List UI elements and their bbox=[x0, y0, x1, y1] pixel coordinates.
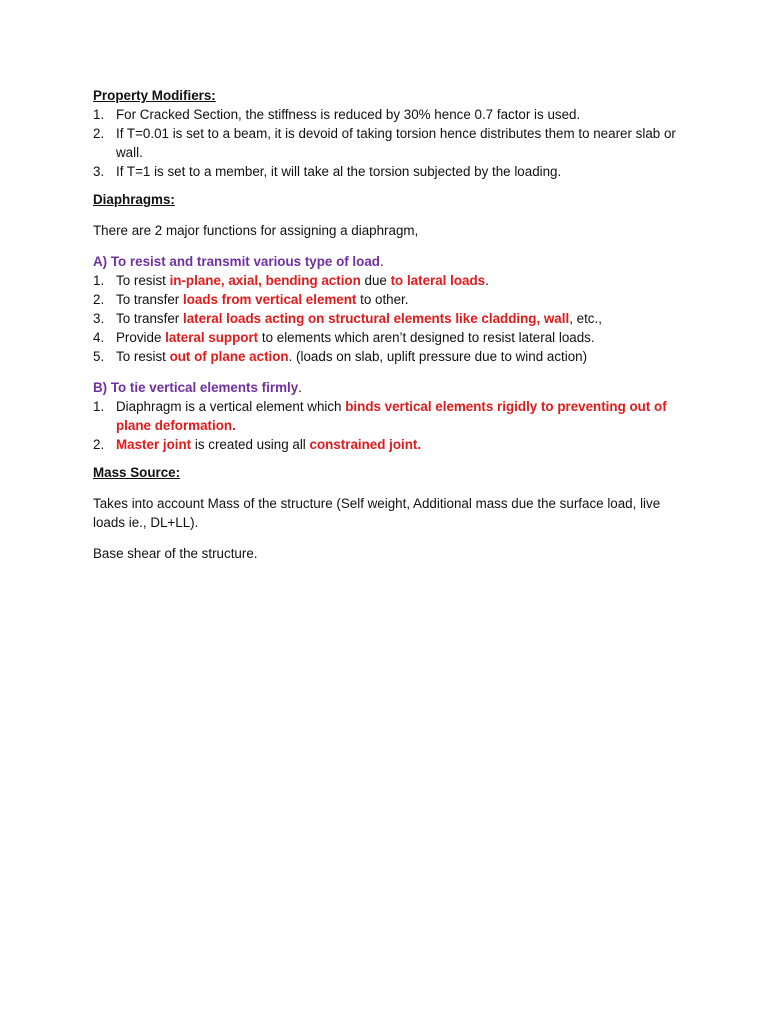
section-b-title: B) To tie vertical elements firmly. bbox=[93, 380, 302, 395]
mass-source-heading: Mass Source: bbox=[93, 465, 181, 480]
section-a-list bbox=[93, 271, 693, 366]
list-item: 1. For Cracked Section, the stiffness is reduced by 30% hence 0.7 factor is used. bbox=[93, 107, 581, 122]
list-item: 5. To resist out of plane action. (loads on slab, uplift pressure due to wind action) bbox=[93, 349, 588, 364]
list-item: 2. To transfer loads from vertical element to other. bbox=[93, 292, 409, 307]
section-b-list bbox=[93, 397, 693, 454]
list-item: 2. Master joint is created using all constrained joint. bbox=[93, 437, 422, 452]
list-item: 3. If T=1 is set to a member, it will take al the torsion subjected by the loading. bbox=[93, 164, 562, 179]
mass-source-paragraph: Takes into account Mass of the structure (Self weight, Additional mass due the surface load, live loads ie., DL+LL). bbox=[93, 496, 661, 530]
list-item: 1. To resist in-plane, axial, bending action due to lateral loads. bbox=[93, 273, 489, 288]
diaphragms-intro: There are 2 major functions for assigning a diaphragm, bbox=[93, 223, 419, 238]
document-page bbox=[93, 86, 693, 563]
section-a-title: A) To resist and transmit various type of load. bbox=[93, 254, 384, 269]
list-item: 3. To transfer lateral loads acting on structural elements like cladding, wall, etc., bbox=[93, 311, 602, 326]
list-item: 4. Provide lateral support to elements which aren’t designed to resist lateral loads. bbox=[93, 330, 595, 345]
base-shear-paragraph: Base shear of the structure. bbox=[93, 546, 258, 561]
property-modifiers-heading: Property Modifiers: bbox=[93, 88, 216, 103]
list-item: 2. If T=0.01 is set to a beam, it is devoid of taking torsion hence distributes them to nearer slab or wall. bbox=[93, 126, 676, 160]
list-item: 1. Diaphragm is a vertical element which binds vertical elements rigidly to preventing out of plane deformation. bbox=[93, 399, 667, 433]
diaphragms-heading: Diaphragms: bbox=[93, 192, 175, 207]
property-modifiers-list bbox=[93, 105, 693, 181]
